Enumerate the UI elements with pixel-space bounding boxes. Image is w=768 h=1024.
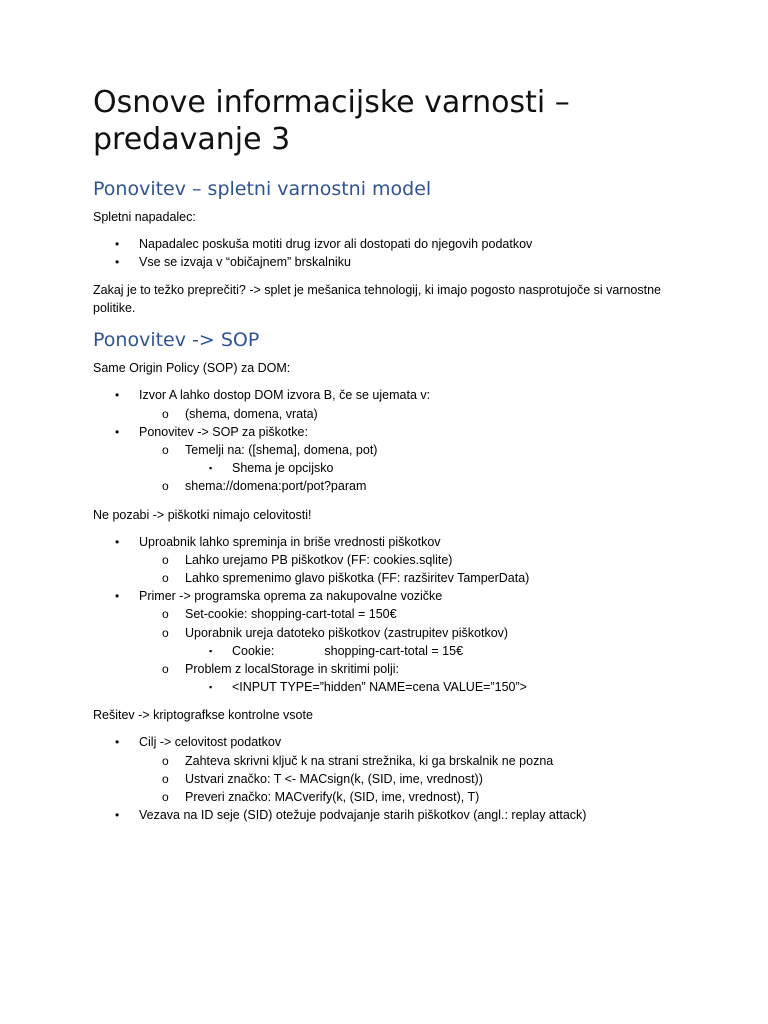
document-title: Osnove informacijske varnosti – predavanje 3 (93, 85, 570, 157)
list-item (93, 235, 693, 253)
bullet-list-cookies (93, 533, 693, 697)
bullet-icon: • (115, 237, 120, 251)
cookie-key-text: Cookie: (232, 643, 275, 658)
paragraph-solution: Rešitev -> kriptografkse kontrolne vsote (93, 708, 313, 723)
list-item-text: Preveri značko: MACverify(k, (SID, ime, vrednost), T) (185, 790, 480, 805)
square-bullet-icon: ▪ (209, 682, 213, 693)
list-item-text: Cilj -> celovitost podatkov (139, 735, 282, 750)
list-item (93, 770, 693, 788)
list-item (93, 752, 693, 770)
list-item (93, 533, 693, 551)
list-item-text: Zahteva skrivni ključ k na strani strežnika, ki ga brskalnik ne pozna (185, 753, 554, 768)
list-item (93, 678, 693, 696)
list-item (93, 788, 693, 806)
list-item-text: Lahko urejamo PB piškotkov (FF: cookies.sqlite) (185, 552, 453, 567)
circle-bullet-icon: o (162, 771, 169, 786)
list-item-text: Uporabnik ureja datoteko piškotkov (zastrupitev piškotkov) (185, 625, 509, 640)
bullet-list-attacker (93, 235, 693, 271)
bullet-list-sop (93, 386, 693, 495)
list-item-text: Napadalec poskuša motiti drug izvor ali dostopati do njegovih podatkov (139, 237, 533, 251)
list-item-text: Ustvari značko: T <- MACsign(k, (SID, ime, vrednost)) (185, 771, 483, 786)
list-item-text: Ponovitev -> SOP za piškotke: (139, 424, 308, 439)
list-item-text: Temelji na: ([shema], domena, pot) (185, 443, 378, 458)
list-item-text: Uproabnik lahko spreminja in briše vrednosti piškotkov (139, 534, 441, 549)
cookie-value-text: shopping-cart-total = 15€ (324, 643, 464, 658)
list-item (93, 405, 693, 423)
circle-bullet-icon: o (162, 406, 169, 421)
circle-bullet-icon: o (162, 552, 169, 567)
bullet-icon: • (115, 255, 120, 270)
section-heading-sop: Ponovitev -> SOP (93, 329, 260, 352)
list-item-text: Vse se izvaja v “običajnem” brskalniku (139, 255, 351, 270)
document-page (93, 84, 693, 834)
bullet-icon: • (115, 808, 120, 823)
list-item-text: Problem z localStorage in skritimi polji: (185, 662, 399, 677)
list-item (93, 660, 693, 678)
circle-bullet-icon: o (162, 790, 169, 805)
bullet-icon: • (115, 388, 120, 403)
list-item (93, 624, 693, 642)
list-item-text: Izvor A lahko dostop DOM izvora B, če se ujemata v: (139, 388, 431, 403)
list-item (93, 441, 693, 459)
list-item-text: Shema je opcijsko (232, 461, 334, 476)
list-item (93, 605, 693, 623)
list-item (93, 806, 693, 824)
list-item-text: shema://domena:port/pot?param (185, 479, 367, 494)
bullet-icon: • (115, 735, 120, 750)
paragraph-cookie-integrity: Ne pozabi -> piškotki nimajo celovitosti! (93, 507, 312, 522)
list-item (93, 459, 693, 477)
circle-bullet-icon: o (162, 443, 169, 458)
list-item (93, 551, 693, 569)
list-item (93, 386, 693, 404)
circle-bullet-icon: o (162, 753, 169, 768)
list-item-text: <INPUT TYPE=”hidden” NAME=cena VALUE=”150”> (232, 680, 527, 695)
list-item (93, 569, 693, 587)
section-heading-web-security-model: Ponovitev – spletni varnostni model (93, 178, 432, 200)
list-item (93, 642, 693, 660)
list-item-text: Primer -> programska oprema za nakupovalne vozičke (139, 589, 443, 604)
list-item (93, 253, 693, 271)
list-item (93, 423, 693, 441)
bullet-list-solution (93, 733, 693, 824)
list-item-text: Lahko spremenimo glavo piškotka (FF: razširitev TamperData) (185, 571, 530, 586)
paragraph-sop-dom: Same Origin Policy (SOP) za DOM: (93, 361, 291, 376)
list-item (93, 733, 693, 751)
circle-bullet-icon: o (162, 571, 169, 586)
list-item-text: (shema, domena, vrata) (185, 406, 318, 421)
list-item-text: Set-cookie: shopping-cart-total = 150€ (185, 607, 397, 622)
paragraph-web-attacker: Spletni napadalec: (93, 210, 196, 224)
circle-bullet-icon: o (162, 607, 169, 622)
list-item (93, 587, 693, 605)
circle-bullet-icon: o (162, 662, 169, 677)
circle-bullet-icon: o (162, 625, 169, 640)
list-item-text: Vezava na ID seje (SID) otežuje podvajanje starih piškotkov (angl.: replay attack) (139, 808, 587, 823)
bullet-icon: • (115, 534, 120, 549)
square-bullet-icon: ▪ (209, 645, 213, 656)
bullet-icon: • (115, 424, 120, 439)
circle-bullet-icon: o (162, 479, 169, 494)
list-item (93, 477, 693, 495)
square-bullet-icon: ▪ (209, 463, 213, 474)
paragraph-why-hard: Zakaj je to težko preprečiti? -> splet je mešanica tehnologij, ki imajo pogosto nasprotujoče si varnostne politike. (93, 283, 662, 316)
bullet-icon: • (115, 589, 120, 604)
